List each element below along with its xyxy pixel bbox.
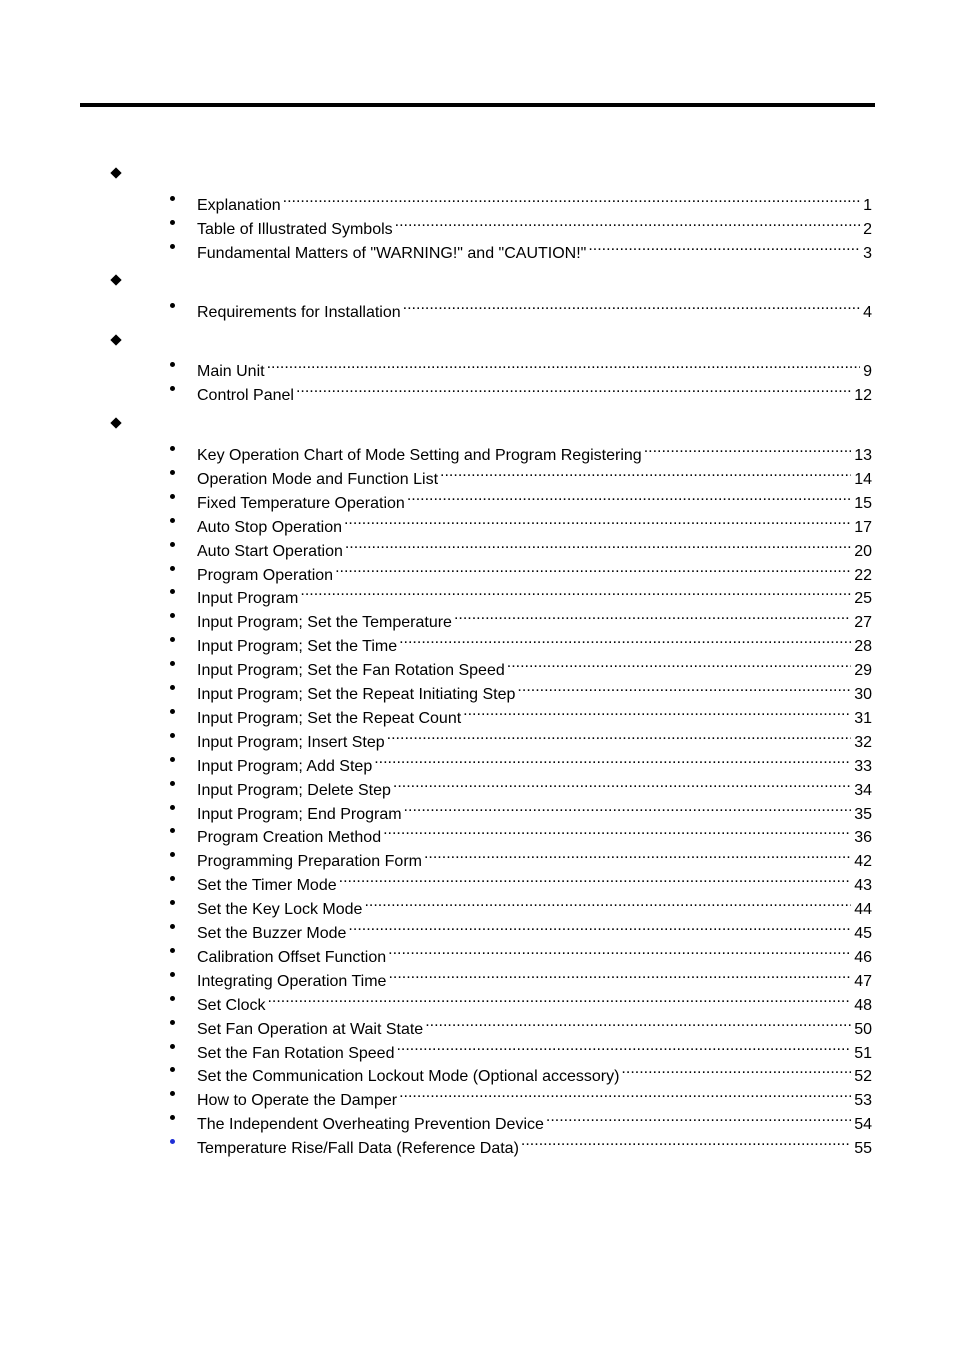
bullet-icon xyxy=(170,470,175,475)
bullet-icon xyxy=(170,948,175,953)
toc-entry-title: Set Clock xyxy=(197,996,266,1014)
toc-entry-title: Input Program; Set the Time xyxy=(197,638,398,656)
bullet-icon xyxy=(170,805,175,810)
dot-leader xyxy=(387,723,852,747)
toc-entry-title: Set the Timer Mode xyxy=(197,877,337,895)
bullet-icon xyxy=(170,900,175,905)
toc-entry-title: Program Operation xyxy=(197,566,334,584)
section-diamond-icon xyxy=(110,167,121,178)
dot-leader xyxy=(463,699,851,723)
toc-entry-title: Integrating Operation Time xyxy=(197,972,387,990)
bullet-icon xyxy=(170,220,175,225)
dot-leader xyxy=(644,436,852,460)
dot-leader xyxy=(300,579,851,603)
top-rule xyxy=(80,103,875,107)
toc-entry-page: 14 xyxy=(854,470,872,488)
toc-entry-title: Explanation xyxy=(197,197,281,214)
toc-entry-title: Input Program; Set the Repeat Count xyxy=(197,709,462,727)
toc-entry-title: Input Program; Delete Step xyxy=(197,781,391,799)
dot-leader xyxy=(399,1081,851,1105)
section-diamond-icon xyxy=(110,274,121,285)
toc-entry-title: Temperature Rise/Fall Data (Reference Data) xyxy=(197,1140,519,1158)
toc-entry-page: 35 xyxy=(854,805,872,823)
bullet-icon xyxy=(170,852,175,857)
toc-entry-title: Set the Fan Rotation Speed xyxy=(197,1044,395,1062)
dot-leader xyxy=(267,986,851,1010)
toc-entry-title: Input Program; Set the Fan Rotation Speed xyxy=(197,662,505,680)
dot-leader xyxy=(395,210,860,234)
toc-entry-page: 31 xyxy=(854,709,872,727)
toc-entry[interactable] xyxy=(0,379,954,403)
toc-entry-title: Operation Mode and Function List xyxy=(197,470,439,488)
toc-entry-title: Set Fan Operation at Wait State xyxy=(197,1020,424,1038)
bullet-icon xyxy=(170,637,175,642)
bullet-icon xyxy=(170,709,175,714)
toc-entry-page: 33 xyxy=(854,757,872,775)
bullet-icon xyxy=(170,924,175,929)
toc-entry-title: Set the Communication Lockout Mode (Optional accessory) xyxy=(197,1068,620,1086)
bullet-icon xyxy=(170,828,175,833)
toc-entry-title: The Independent Overheating Prevention Device xyxy=(197,1116,544,1134)
dot-leader xyxy=(425,1010,851,1034)
toc-entry-title: Key Operation Chart of Mode Setting and Program Registering xyxy=(197,447,642,464)
toc-entry-page: 20 xyxy=(854,542,872,560)
dot-leader xyxy=(393,771,851,795)
section-diamond-icon xyxy=(110,334,121,345)
section-diamond-icon xyxy=(110,417,121,428)
toc-entry-page: 45 xyxy=(854,925,872,942)
bullet-icon xyxy=(170,996,175,1001)
toc-entry-page: 51 xyxy=(854,1044,872,1062)
dot-leader xyxy=(404,795,852,819)
toc-entry-page: 15 xyxy=(854,494,872,512)
dot-leader xyxy=(517,675,851,699)
toc-entry-page: 30 xyxy=(854,686,872,703)
toc-entry-title: Control Panel xyxy=(197,387,294,404)
dot-leader xyxy=(621,1057,851,1081)
toc-entry[interactable] xyxy=(0,237,954,261)
bullet-icon xyxy=(170,1139,175,1144)
dot-leader xyxy=(388,938,851,962)
toc-entry-page: 28 xyxy=(854,638,872,656)
toc-entry-page: 4 xyxy=(863,304,872,321)
toc-entry[interactable] xyxy=(0,1132,954,1156)
toc-entry-page: 1 xyxy=(863,197,872,214)
toc-entry-page: 50 xyxy=(854,1020,872,1038)
bullet-icon xyxy=(170,661,175,666)
toc-entry-title: Input Program xyxy=(197,590,299,608)
bullet-icon xyxy=(170,518,175,523)
dot-leader xyxy=(335,556,851,580)
dot-leader xyxy=(296,376,851,400)
dot-leader xyxy=(403,293,860,317)
dot-leader xyxy=(388,962,851,986)
dot-leader xyxy=(546,1105,851,1129)
dot-leader xyxy=(440,460,851,484)
bullet-icon xyxy=(170,1067,175,1072)
bullet-icon xyxy=(170,566,175,571)
bullet-icon xyxy=(170,386,175,391)
toc-entry-page: 32 xyxy=(854,733,872,751)
dot-leader xyxy=(267,352,861,376)
toc-entry-title: Set the Key Lock Mode xyxy=(197,901,363,919)
dot-leader xyxy=(345,532,851,556)
toc-entry-page: 9 xyxy=(863,363,872,380)
toc-entry-title: How to Operate the Damper xyxy=(197,1092,398,1110)
bullet-icon xyxy=(170,589,175,594)
bullet-icon xyxy=(170,733,175,738)
dot-leader xyxy=(348,914,851,938)
toc-entry-title: Program Creation Method xyxy=(197,829,382,847)
toc-entry-title: Fixed Temperature Operation xyxy=(197,494,405,512)
toc-entry-page: 17 xyxy=(854,518,872,536)
bullet-icon xyxy=(170,362,175,367)
toc-entry-page: 29 xyxy=(854,662,872,680)
dot-leader xyxy=(396,1034,851,1058)
bullet-icon xyxy=(170,1115,175,1120)
bullet-icon xyxy=(170,781,175,786)
dot-leader xyxy=(339,866,852,890)
toc-entry-page: 2 xyxy=(863,221,872,238)
toc-entry-title: Main Unit xyxy=(197,363,265,380)
toc-entry-title: Auto Start Operation xyxy=(197,542,343,560)
bullet-icon xyxy=(170,757,175,762)
bullet-icon xyxy=(170,303,175,308)
toc-entry-page: 54 xyxy=(854,1116,872,1134)
dot-leader xyxy=(521,1129,851,1153)
toc-entry-page: 44 xyxy=(854,901,872,919)
bullet-icon xyxy=(170,494,175,499)
bullet-icon xyxy=(170,685,175,690)
bullet-icon xyxy=(170,972,175,977)
toc-entry-page: 52 xyxy=(854,1068,872,1086)
bullet-icon xyxy=(170,196,175,201)
toc-entry-page: 3 xyxy=(863,245,872,262)
bullet-icon xyxy=(170,1020,175,1025)
dot-leader xyxy=(374,747,851,771)
dot-leader xyxy=(399,627,851,651)
toc-entry-page: 34 xyxy=(854,781,872,799)
toc-entry-title: Set the Buzzer Mode xyxy=(197,925,347,942)
toc-entry-page: 25 xyxy=(854,590,872,608)
dot-leader xyxy=(383,818,851,842)
bullet-icon xyxy=(170,1044,175,1049)
toc-entry-page: 48 xyxy=(854,996,872,1014)
toc-entry-title: Programming Preparation Form xyxy=(197,853,422,871)
dot-leader xyxy=(588,234,860,258)
bullet-icon xyxy=(170,876,175,881)
toc-entry-page: 36 xyxy=(854,829,872,847)
toc-entry-title: Requirements for Installation xyxy=(197,304,401,321)
toc-entry-page: 55 xyxy=(854,1140,872,1158)
dot-leader xyxy=(407,484,851,508)
dot-leader xyxy=(454,603,851,627)
toc-entry-page: 47 xyxy=(854,972,872,990)
dot-leader xyxy=(344,508,851,532)
bullet-icon xyxy=(170,244,175,249)
toc-entry-title: Calibration Offset Function xyxy=(197,948,387,966)
toc-entry-title: Input Program; Insert Step xyxy=(197,733,385,751)
dot-leader xyxy=(283,186,860,210)
toc-entry-page: 42 xyxy=(854,853,872,871)
dot-leader xyxy=(364,890,851,914)
toc-entry-page: 27 xyxy=(854,614,872,632)
bullet-icon xyxy=(170,1091,175,1096)
toc-entry-title: Table of Illustrated Symbols xyxy=(197,221,393,238)
dot-leader xyxy=(507,651,851,675)
toc-entry-title: Input Program; End Program xyxy=(197,805,402,823)
toc-entry-title: Auto Stop Operation xyxy=(197,518,342,536)
toc-entry-page: 22 xyxy=(854,566,872,584)
toc-entry-title: Input Program; Set the Temperature xyxy=(197,614,452,632)
bullet-icon xyxy=(170,542,175,547)
toc-entry-page: 12 xyxy=(854,387,872,404)
toc-entry-page: 13 xyxy=(854,447,872,464)
toc-entry-title: Fundamental Matters of "WARNING!" and "CAUTION!" xyxy=(197,245,587,262)
toc-entry-page: 53 xyxy=(854,1092,872,1110)
toc-entry-page: 43 xyxy=(854,877,872,895)
toc-entry-page: 46 xyxy=(854,948,872,966)
toc-entry-title: Input Program; Add Step xyxy=(197,757,373,775)
dot-leader xyxy=(424,842,851,866)
bullet-icon xyxy=(170,613,175,618)
toc-entry[interactable] xyxy=(0,296,954,320)
toc-entry-title: Input Program; Set the Repeat Initiating Step xyxy=(197,686,516,703)
bullet-icon xyxy=(170,446,175,451)
